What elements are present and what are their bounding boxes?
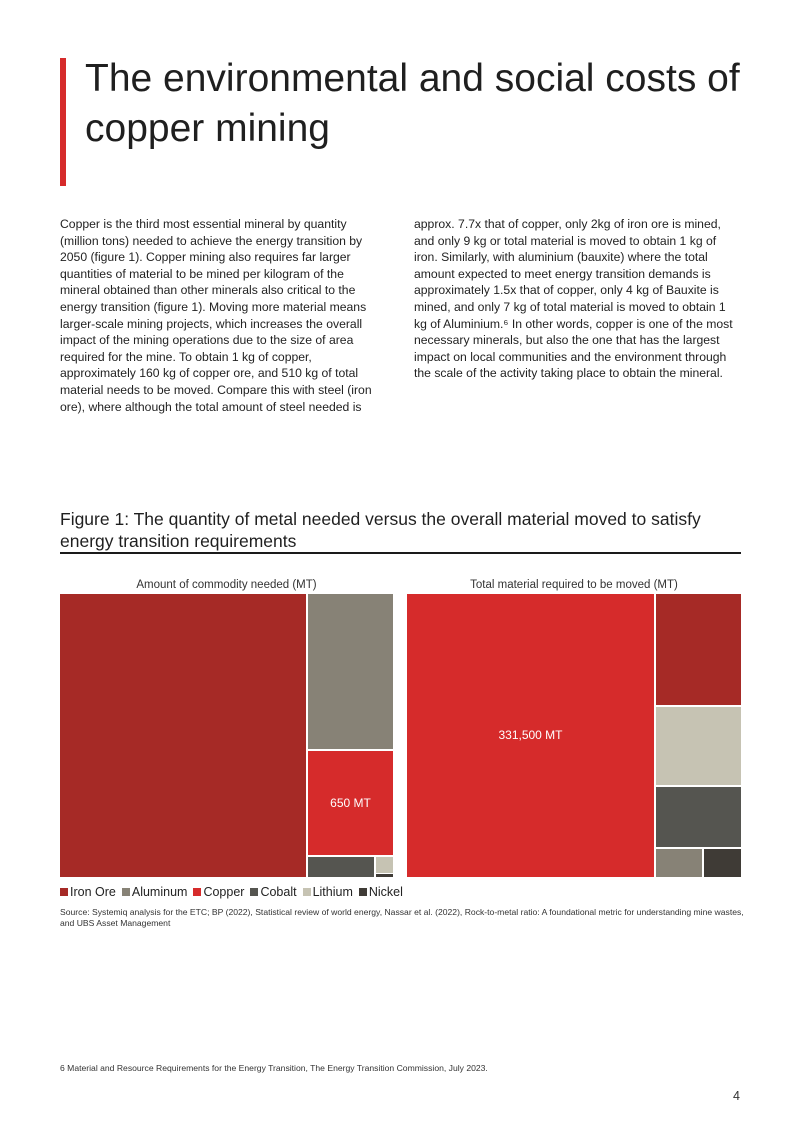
legend-swatch [193,888,201,896]
legend-item-iron-ore [60,885,116,899]
treemap-cell-aluminum [656,849,702,877]
treemap-cell-aluminum [308,594,393,749]
legend-item-nickel [359,885,403,899]
treemap-commodity-needed [60,594,393,877]
legend-label: Lithium [312,885,353,899]
legend-item-copper [193,885,244,899]
title-accent-bar [60,58,66,186]
treemap-cell-cobalt [656,787,741,847]
legend-label: Aluminum [131,885,188,899]
treemap-cell-lithium [656,707,741,785]
left-chart-title: Amount of commodity needed (MT) [136,579,317,591]
treemap-material-moved [407,594,741,877]
legend-label: Copper [203,885,245,899]
footnote: 6 Material and Resource Requirements for the Energy Transition, The Energy Transition Commission, July 2023. [60,1063,488,1073]
chart-legend [60,885,409,899]
treemap-cell-nickel [376,874,393,877]
figure-title-rule [60,552,741,554]
legend-label: Cobalt [260,885,297,899]
legend-swatch [303,888,311,896]
treemap-cell-copper [407,594,654,877]
page-number: 4 [733,1089,740,1103]
legend-label: Iron Ore [70,885,116,899]
legend-swatch [60,888,68,896]
treemap-cell-iron-ore [60,594,306,877]
right-chart-title: Total material required to be moved (MT) [470,579,678,591]
treemap-cell-nickel [704,849,741,877]
legend-item-aluminum [122,885,188,899]
legend-swatch [359,888,367,896]
figure-title: Figure 1: The quantity of metal needed versus the overall material moved to satisfy energy transition requirements [60,509,701,551]
legend-label: Nickel [368,885,403,899]
legend-item-cobalt [250,885,296,899]
body-text-left: Copper is the third most essential mineral by quantity (million tons) needed to achieve the energy transition by 2050 (figure 1). Copper mining also requires far larger quantities of material to be mined per kilogram of the mineral obtained than other minerals also critical to the energy transition (figure 1). Moving more material means larger-scale mining projects, which increases the overall impact of the mining operations due to the size of area required for the mine. To obtain 1 kg of copper, approximately 160 kg of copper ore, and 510 kg of total material needs to be moved. Compare this with steel (iron ore), where although the total amount of steel needed is [60,217,372,414]
body-text-right: approx. 7.7x that of copper, only 2kg of iron ore is mined, and only 9 kg or total material is moved to obtain 1 kg of iron. Similarly, with aluminium (bauxite) where the total amount expected to meet energy transition demands is approximately 1.5x that of copper, only 4 kg of Bauxite is mined, and only 7 kg of total material is moved to obtain 1 kg of Aluminium.⁶ In other words, copper is one of the most necessary minerals, but also the one that has the largest impact on local communities and the environment through the scale of the activity taking place to obtain the mineral. [414,217,733,381]
page-title: The environmental and social costs of copper mining [85,57,740,150]
legend-item-lithium [303,885,353,899]
figure-source: Source: Systemiq analysis for the ETC; BP (2022), Statistical review of world energy, Nassar et al. (2022), Rock-to-metal ratio: A foundational metric for understanding mine wastes, and UBS Asset Management [60,907,744,928]
treemap-cell-iron-ore [656,594,741,705]
treemap-cell-copper [308,751,393,855]
treemap-cell-cobalt [308,857,374,877]
legend-swatch [250,888,258,896]
copper-value-label: 650 MT [330,796,371,810]
legend-swatch [122,888,130,896]
copper-value-label: 331,500 MT [498,728,563,742]
treemap-cell-lithium [376,857,393,873]
